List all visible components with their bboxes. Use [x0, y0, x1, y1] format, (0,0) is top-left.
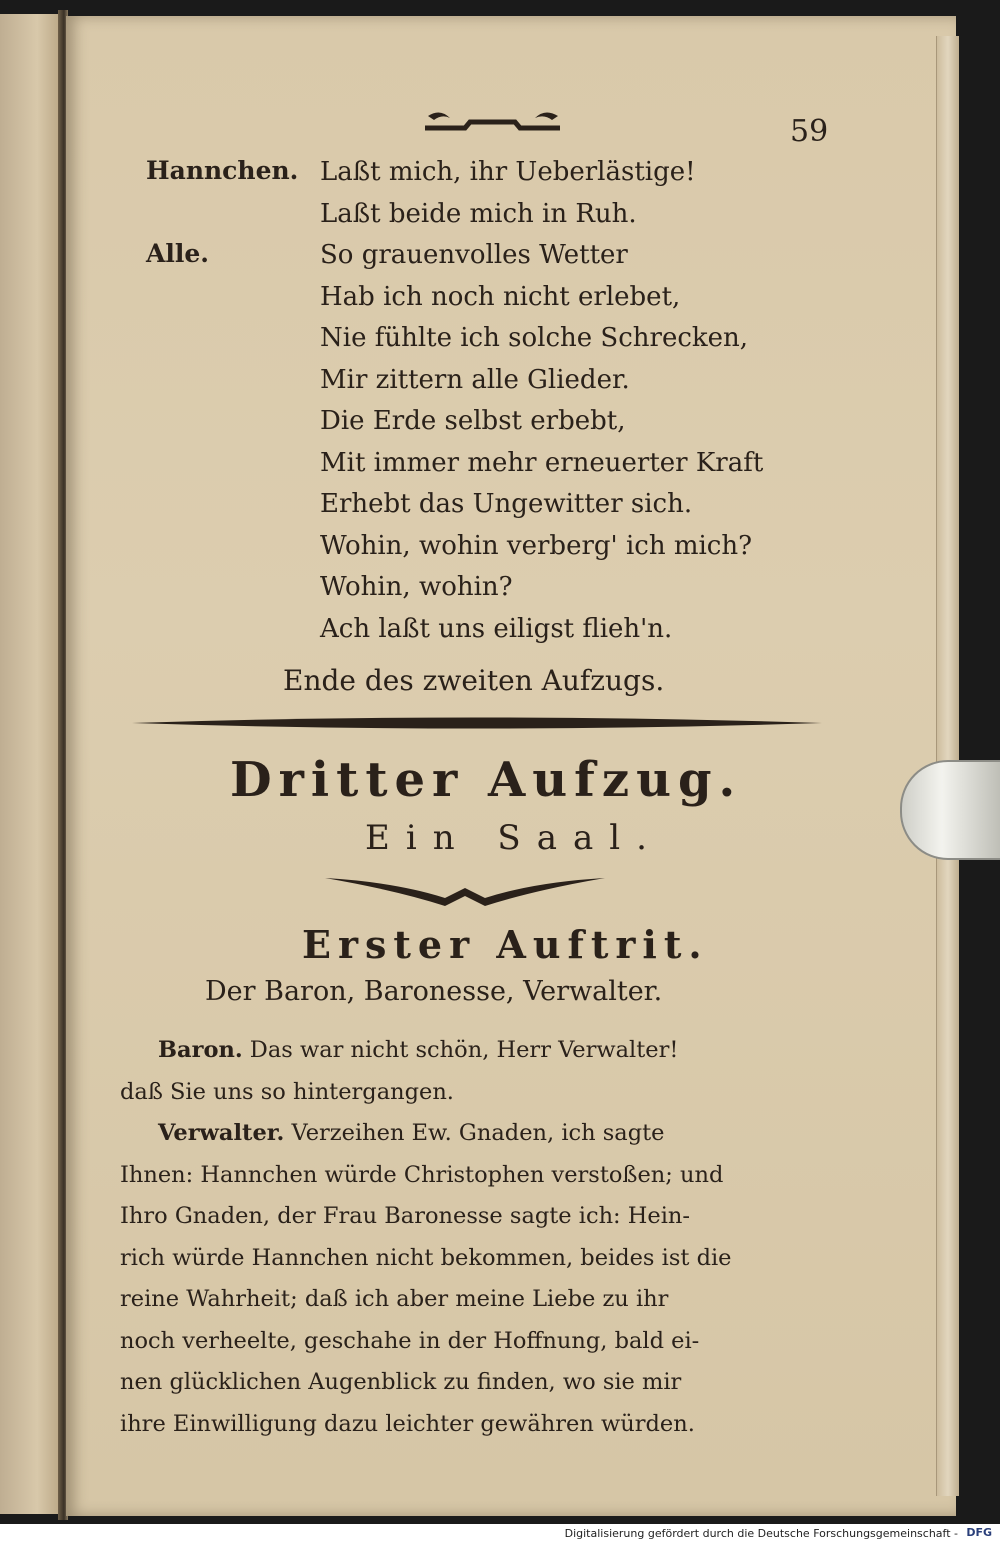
prose-line	[120, 1362, 820, 1404]
prose-line	[120, 1404, 820, 1446]
prose-line	[120, 1155, 820, 1197]
line-text: Verzeihen Ew. Gnaden, ich sagte	[284, 1120, 665, 1146]
verse-block	[320, 152, 840, 650]
tab-stub	[900, 760, 1000, 860]
verse-line: Ach laßt uns eiligst flieh'n.	[320, 613, 673, 644]
dialogue-prose	[120, 1030, 820, 1445]
act-title: Dritter Aufzug.	[230, 752, 743, 808]
verse-line: Wohin, wohin?	[320, 572, 513, 602]
role-name: Baron.	[158, 1037, 243, 1063]
act-end-line: Ende des zweiten Aufzugs.	[283, 664, 665, 697]
prose-line	[120, 1279, 820, 1321]
cast-list: Der Baron, Baronesse, Verwalter.	[205, 976, 663, 1007]
verse-line: Nie fühlte ich solche Schrecken,	[320, 323, 749, 353]
verse-line: Mit immer mehr erneuerter Kraft	[320, 447, 764, 478]
prose-line	[120, 1030, 820, 1072]
line-text: Das war nicht schön, Herr Verwalter!	[242, 1037, 679, 1063]
scene-place: Ein Saal.	[365, 818, 663, 858]
prose-line	[120, 1196, 820, 1238]
line-text: reine Wahrheit; daß ich aber meine Liebe zu ihr	[120, 1286, 669, 1312]
scene-title: Erster Auftrit.	[302, 922, 709, 967]
line-text: rich würde Hannchen nicht bekommen, beides ist die	[120, 1244, 732, 1271]
verse-line: So grauenvolles Wetter	[320, 240, 628, 270]
prose-line	[120, 1113, 820, 1155]
page-number: 59	[790, 114, 829, 149]
section-divider	[132, 708, 822, 738]
speaker-label: Alle.	[146, 239, 210, 268]
verse-line: Die Erde selbst erbebt,	[320, 406, 626, 436]
line-text: daß Sie uns so hintergangen.	[120, 1078, 454, 1105]
speaker-label: Hannchen.	[146, 156, 299, 185]
verse-line: Mir zittern alle Glieder.	[320, 364, 630, 395]
top-ornament	[420, 106, 565, 134]
verse-line: Laßt mich, ihr Ueberlästige!	[320, 157, 696, 187]
role-name: Verwalter.	[158, 1120, 285, 1146]
line-text: Ihro Gnaden, der Frau Baronesse sagte ich: Hein-	[120, 1203, 691, 1229]
prose-line	[120, 1238, 820, 1280]
dfg-logo: DFG	[966, 1526, 992, 1539]
prose-line	[120, 1072, 820, 1114]
left-page-edge	[0, 14, 62, 1514]
line-text: noch verheelte, geschahe in der Hoffnung, bald ei-	[120, 1327, 700, 1354]
prose-line	[120, 1321, 820, 1363]
verse-line: Laßt beide mich in Ruh.	[320, 198, 637, 229]
verse-line: Erhebt das Ungewitter sich.	[320, 489, 693, 519]
line-text: ihre Einwilligung dazu leichter gewähren würden.	[120, 1410, 695, 1437]
verse-line: Wohin, wohin verberg' ich mich?	[320, 530, 753, 561]
verse-line: Hab ich noch nicht erlebet,	[320, 281, 681, 312]
funding-notice: Digitalisierung gefördert durch die Deutsche Forschungsgemeinschaft -	[564, 1527, 958, 1540]
line-text: Ihnen: Hannchen würde Christophen verstoßen; und	[120, 1161, 724, 1188]
line-text: nen glücklichen Augenblick zu finden, wo sie mir	[120, 1369, 682, 1395]
scene-ornament	[325, 868, 605, 908]
